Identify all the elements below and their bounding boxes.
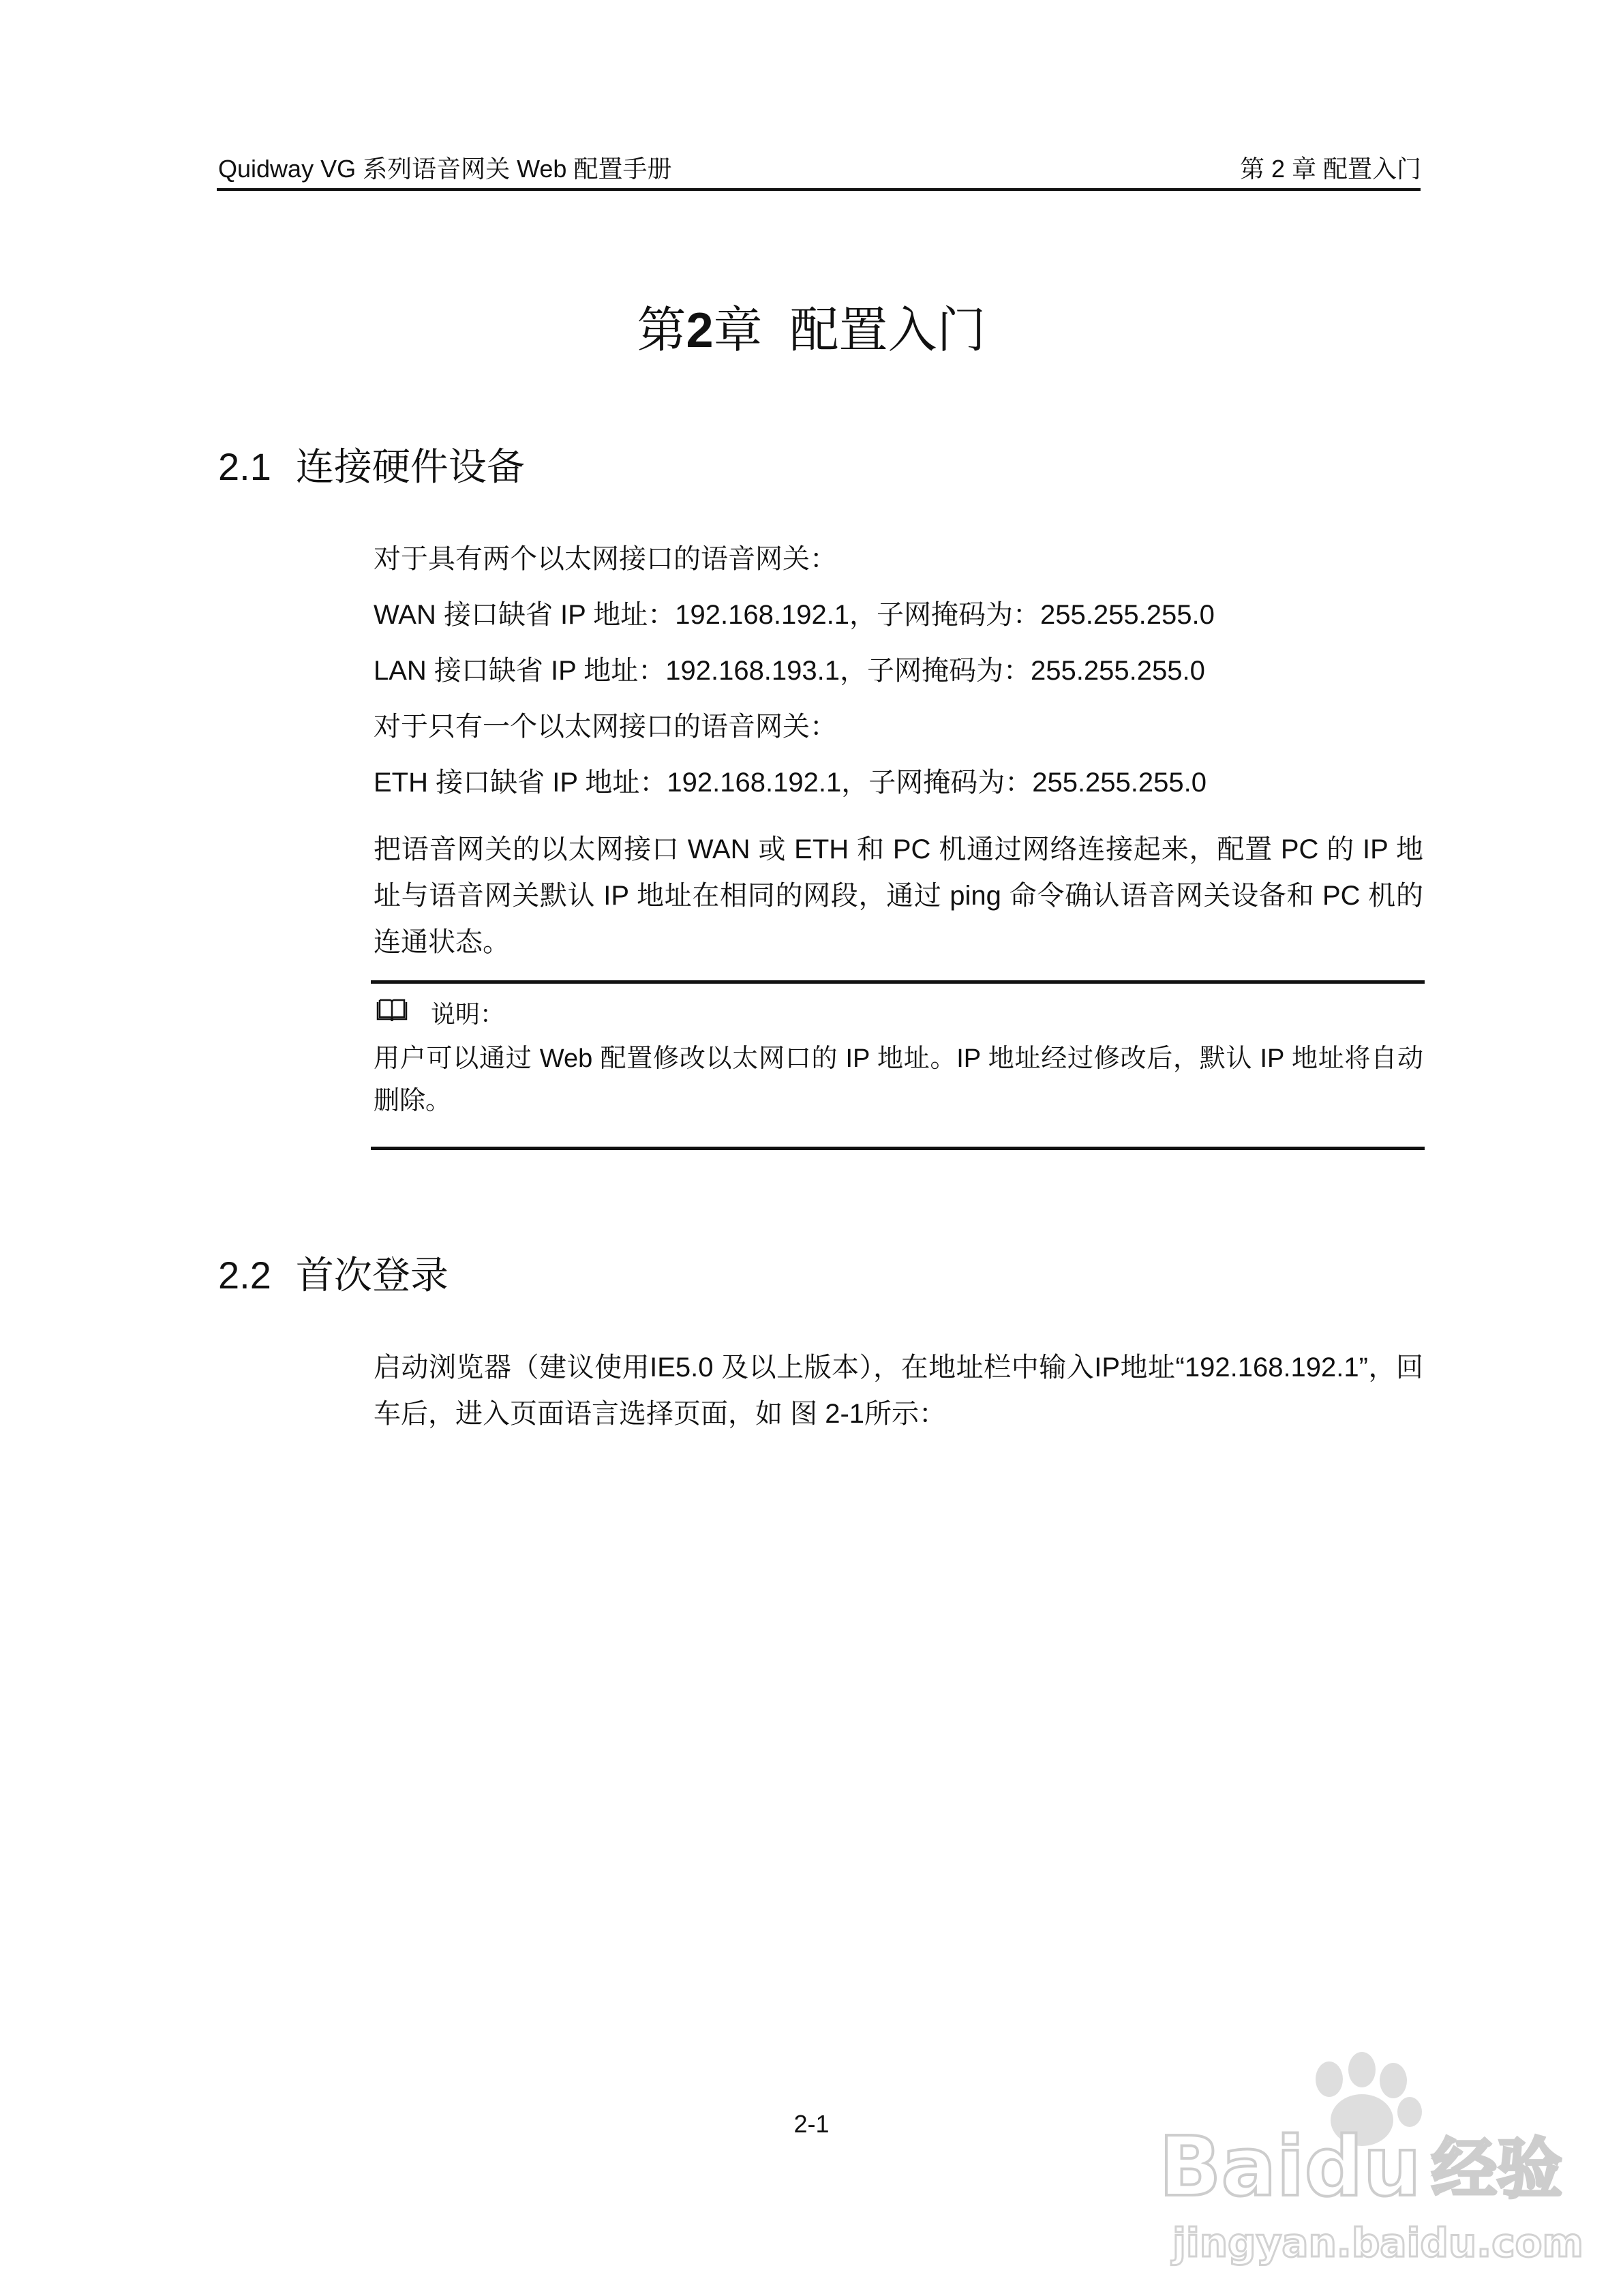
note-header [376,995,504,1033]
chapter-title [0,300,1623,361]
running-header-title: Quidway VG 系列语音网关 Web 配置手册 [218,155,672,183]
book-icon [376,995,408,1033]
paragraph: WAN 接口缺省 IP 地址：192.168.192.1，子网掩码为：255.255.255.0 [374,600,1215,630]
section-heading-2-1 [218,443,525,491]
paragraph: 把语音网关的以太网接口 WAN 或 ETH 和 PC 机通过网络连接起来，配置 PC 的 IP 地址与语音网关默认 IP 地址在相同的网段，通过 ping 命令确认语音网关设备和 PC 机的连通状态。 [374,834,1423,957]
section-number: 2.2 [218,1254,271,1297]
section-title: 连接硬件设备 [295,445,525,488]
note-top-rule [371,980,1425,984]
watermark-url: jingyan.baidu.com [1172,2220,1583,2266]
note-label: 说明： [431,1000,505,1028]
chapter-number: 2 [686,303,714,358]
paragraph: 对于具有两个以太网接口的语音网关： [374,544,837,574]
page-number: 2-1 [793,2110,830,2138]
section-title: 首次登录 [295,1254,449,1297]
note-bottom-rule [371,1147,1425,1150]
paragraph: ETH 接口缺省 IP 地址：192.168.192.1，子网掩码为：255.255.255.0 [374,768,1207,798]
chapter-suffix: 章 [713,303,763,358]
chapter-prefix: 第 [637,303,686,358]
paragraph: LAN 接口缺省 IP 地址：192.168.193.1，子网掩码为：255.255.255.0 [374,656,1205,686]
baidu-watermark [1132,2052,1609,2277]
note-text: 用户可以通过 Web 配置修改以太网口的 IP 地址。IP 地址经过修改后，默认 IP 地址将自动删除。 [374,1044,1423,1115]
section-number: 2.1 [218,445,271,488]
watermark-brand: Baidu [1159,2120,1421,2215]
watermark-brand-suffix: 经验 [1431,2131,1562,2207]
chapter-name: 配置入门 [789,303,986,358]
paragraph: 对于只有一个以太网接口的语音网关： [374,712,837,742]
section-heading-2-2 [218,1252,449,1299]
paragraph: 启动浏览器（建议使用IE5.0 及以上版本），在地址栏中输入IP地址“192.168.192.1”，回车后，进入页面语言选择页面，如 图 2-1所示： [374,1353,1423,1429]
running-header-chapter: 第 2 章 配置入门 [1239,155,1421,183]
header-divider [217,188,1421,191]
